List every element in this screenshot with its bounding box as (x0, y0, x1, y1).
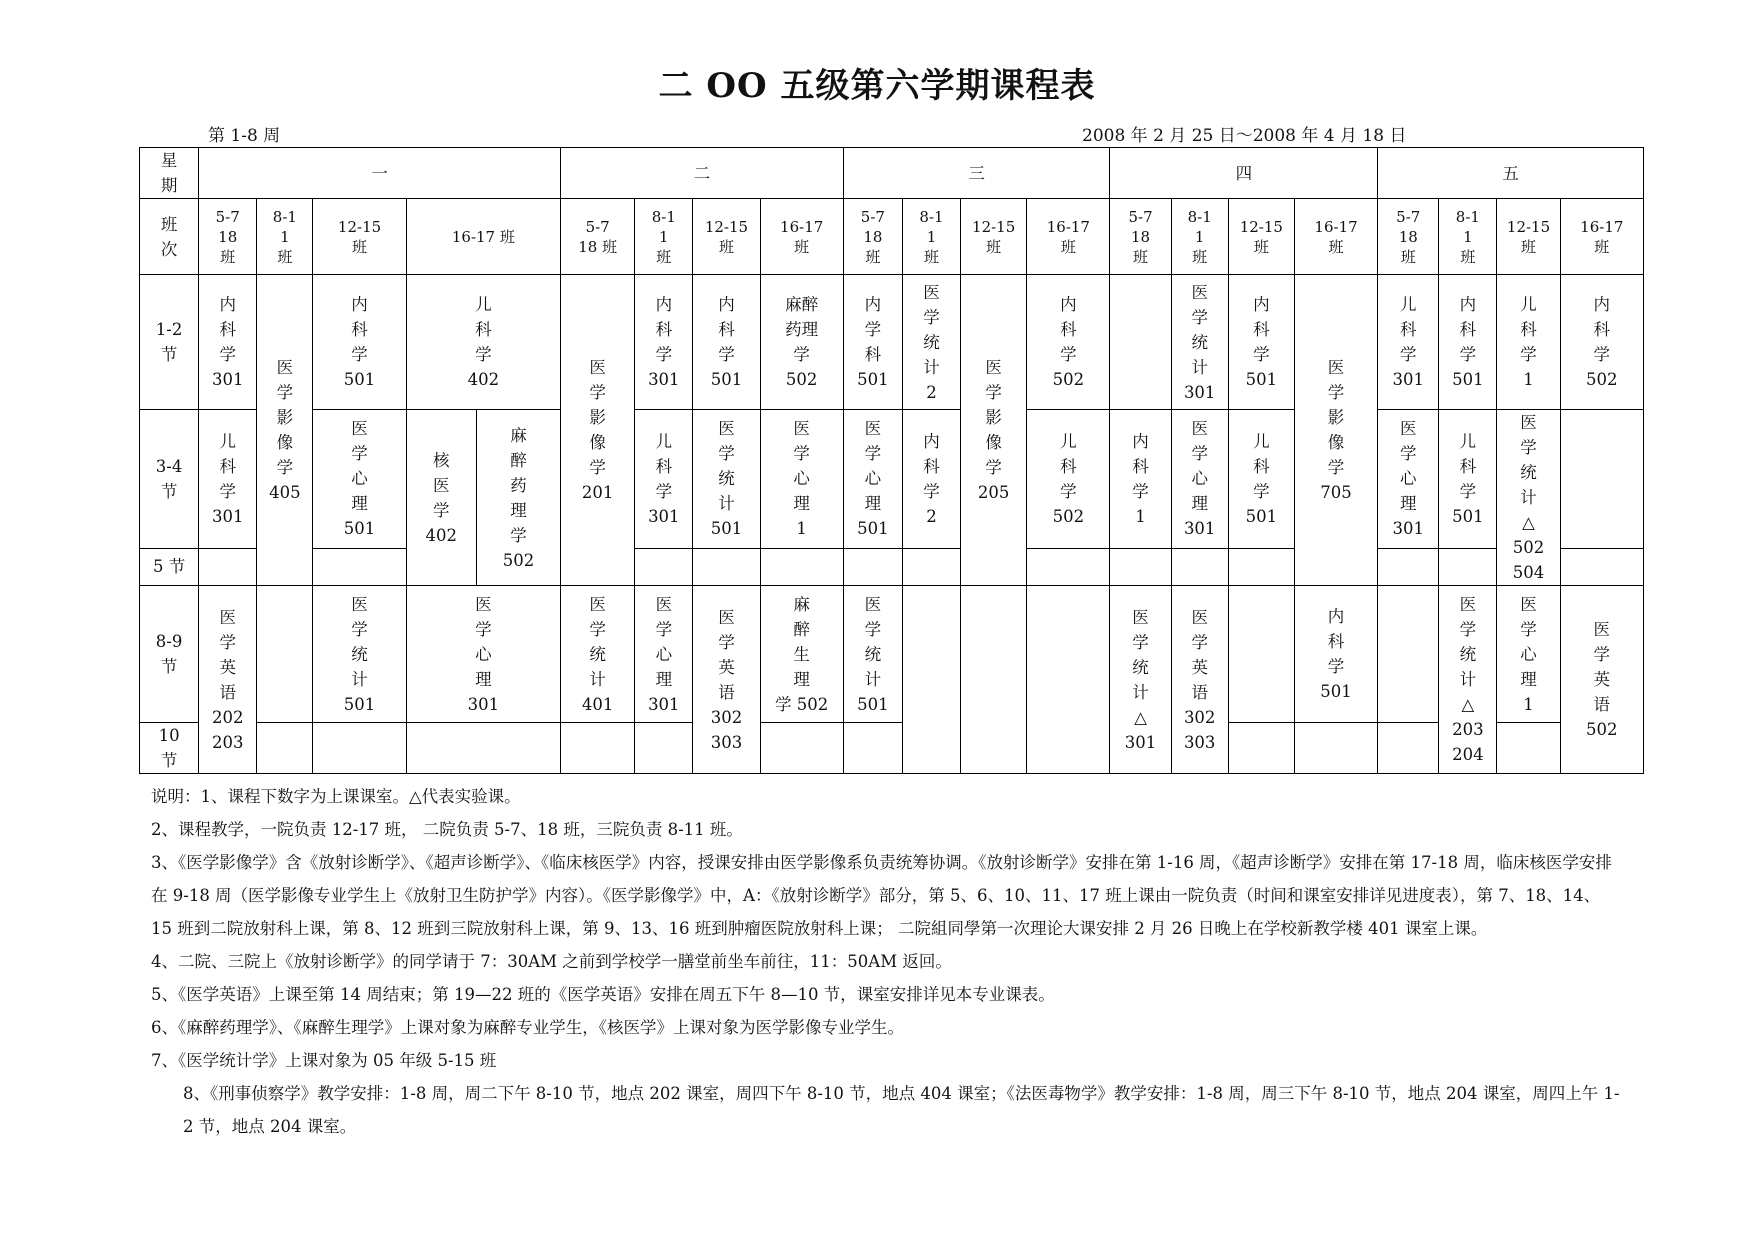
course-cell: 儿 科 学 501 (1228, 410, 1294, 549)
period-row (140, 275, 1644, 410)
class-header: 16-17 班 (1294, 199, 1377, 275)
class-header: 5-7 18 班 (843, 199, 902, 275)
course-cell (693, 548, 760, 585)
course-cell (257, 723, 313, 774)
note-item: 8、《刑事侦察学》教学安排：1-8 周，周二下午 8-10 节，地点 202 课室，周四下午 8-10 节，地点 404 课室；《法医毒物学》教学安排：1-8 周，周三下午 8-10 节，地点 204 课室，周四上午 1-2 节，地点 204 课室。 (183, 1084, 1620, 1136)
course-cell: 医 学 统 计 501 (843, 586, 902, 723)
course-cell: 医 学 心 理 501 (313, 410, 406, 549)
course-cell (1171, 548, 1228, 585)
course-cell: 麻 醉 生 理 学 502 (760, 586, 843, 723)
note-item: 5、《医学英语》上课至第 14 周结束；第 19—22 班的《医学英语》安排在周五下午 8—10 节，课室安排详见本专业课表。 (151, 985, 1055, 1004)
course-cell: 麻醉 药理 学 502 (760, 275, 843, 410)
class-header: 16-17 班 (1560, 199, 1643, 275)
period-label: 1-2 节 (140, 275, 199, 410)
course-cell: 医 学 心 理 301 (1171, 410, 1228, 549)
class-header: 16-17 班 (406, 199, 560, 275)
date-range: 2008 年 2 月 25 日～2008 年 4 月 18 日 (1082, 126, 1407, 146)
course-cell: 医 学 影 像 学 705 (1294, 275, 1377, 586)
period-row (140, 723, 1644, 774)
schedule-table (139, 147, 1644, 774)
class-header: 5-7 18 班 (1110, 199, 1171, 275)
course-cell: 医 学 统 计 501 (693, 410, 760, 549)
course-cell (313, 723, 406, 774)
course-cell (1228, 586, 1294, 723)
course-cell: 医 学 影 像 学 205 (961, 275, 1027, 586)
course-cell (1560, 548, 1643, 585)
course-cell: 儿 科 学 301 (1378, 275, 1439, 410)
course-cell (961, 586, 1027, 774)
course-cell: 医 学 影 像 学 405 (257, 275, 313, 586)
note-item: 6、《麻醉药理学》、《麻醉生理学》上课对象为麻醉专业学生，《核医学》上课对象为医学影像专业学生。 (151, 1018, 904, 1037)
course-cell: 内 科 学 502 (1560, 275, 1643, 410)
course-cell (1560, 410, 1643, 549)
course-cell: 儿 科 学 1 (1497, 275, 1560, 410)
course-cell: 医 学 英 语 302 303 (693, 586, 760, 774)
class-header: 8-1 1 班 (902, 199, 960, 275)
course-cell: 医 学 英 语 502 (1560, 586, 1643, 774)
course-cell (257, 586, 313, 723)
period-row (140, 410, 1644, 549)
course-cell: 医 学 英 语 302 303 (1171, 586, 1228, 774)
class-header: 5-7 18 班 (561, 199, 635, 275)
week-range: 第 1-8 周 (208, 126, 281, 146)
course-cell: 内 科 学 501 (1228, 275, 1294, 410)
day-tuesday: 二 (561, 148, 844, 199)
class-header: 12-15 班 (961, 199, 1027, 275)
day-monday: 一 (199, 148, 561, 199)
course-cell: 医 学 统 计 △ 301 (1110, 586, 1171, 774)
class-header: 8-1 1 班 (1439, 199, 1497, 275)
class-header: 16-17 班 (1027, 199, 1110, 275)
course-cell: 核 医 学 402 (406, 410, 476, 586)
note-item: 7、《医学统计学》上课对象为 05 年级 5-15 班 (151, 1051, 497, 1070)
course-cell: 儿 科 学 501 (1439, 410, 1497, 549)
course-cell: 儿 科 学 402 (406, 275, 560, 410)
period-row (140, 586, 1644, 723)
note-item: 3、《医学影像学》含《放射诊断学》、《超声诊断学》、《临床核医学》内容，授课安排由医学影像系负责统筹协调。《放射诊断学》安排在第 1-16 周，《超声诊断学》安排在第 17-18 周，临床核医学安排在 9-18 周（医学影像专业学生上《放射卫生防护学》内容）。《医学影像学》中，A：《放射诊断学》部分，第 5、6、10、11、17 班上课由一院负责（时间和课室安排详见进度表），第 7、18、14、15 班到二院放射科上课，第 8、12 班到三院放射科上课，第 9、13、16 班到肿瘤医院放射科上课； 二院組同學第一次理论大课安排 2 月 26 日晚上在学校新教学楼 401 课室上课。 (151, 853, 1612, 938)
course-cell: 儿 科 学 301 (635, 410, 693, 549)
course-cell: 儿 科 学 301 (199, 410, 257, 549)
course-cell (1110, 548, 1171, 585)
note-item: 4、二院、三院上《放射诊断学》的同学请于 7：30AM 之前到学校学一膳堂前坐车前往，11：50AM 返回。 (151, 952, 952, 971)
page-title: 二 OO 五级第六学期课程表 (658, 66, 1096, 106)
course-cell (1027, 548, 1110, 585)
weekday-label: 星 期 (140, 148, 199, 199)
course-cell: 内 科 学 301 (635, 275, 693, 410)
course-cell (1228, 548, 1294, 585)
period-label: 5 节 (140, 548, 199, 585)
course-cell (635, 723, 693, 774)
course-cell: 医 学 统 计 301 (1171, 275, 1228, 410)
course-cell (1497, 723, 1560, 774)
course-cell: 内 学 科 501 (843, 275, 902, 410)
day-thursday: 四 (1110, 148, 1378, 199)
course-cell: 医 学 心 理 1 (760, 410, 843, 549)
course-cell: 内 科 学 502 (1027, 275, 1110, 410)
course-cell: 内 科 学 501 (1294, 586, 1377, 723)
course-cell: 医 学 心 理 301 (635, 586, 693, 723)
course-cell (902, 586, 960, 774)
course-cell: 麻 醉 药 理 学 502 (476, 410, 560, 586)
note-item: 2、课程教学，一院负责 12-17 班， 二院负责 5-7、18 班，三院负责 8-11 班。 (151, 820, 743, 839)
class-header: 8-1 1 班 (1171, 199, 1228, 275)
class-header: 8-1 1 班 (257, 199, 313, 275)
class-header: 12-15 班 (1228, 199, 1294, 275)
course-cell: 医 学 统 计 2 (902, 275, 960, 410)
course-cell (1027, 586, 1110, 774)
course-cell (1378, 586, 1439, 723)
class-row (140, 199, 1644, 275)
class-header: 16-17 班 (760, 199, 843, 275)
course-cell: 内 科 学 1 (1110, 410, 1171, 549)
course-cell (199, 548, 257, 585)
course-cell: 内 科 学 501 (313, 275, 406, 410)
course-cell: 医 学 统 计 501 (313, 586, 406, 723)
class-header: 12-15 班 (693, 199, 760, 275)
course-cell: 医 学 心 理 1 (1497, 586, 1560, 723)
day-friday: 五 (1378, 148, 1644, 199)
course-cell (406, 723, 560, 774)
course-cell: 儿 科 学 502 (1027, 410, 1110, 549)
course-cell (1439, 548, 1497, 585)
course-cell: 医 学 心 理 501 (843, 410, 902, 549)
course-cell: 医 学 心 理 301 (1378, 410, 1439, 549)
course-cell (760, 723, 843, 774)
period-label: 8-9 节 (140, 586, 199, 723)
course-cell (313, 548, 406, 585)
class-header: 5-7 18 班 (199, 199, 257, 275)
course-cell (843, 723, 902, 774)
period-label: 10 节 (140, 723, 199, 774)
course-cell: 内 科 学 501 (1439, 275, 1497, 410)
course-cell (1228, 723, 1294, 774)
course-cell: 医 学 英 语 202 203 (199, 586, 257, 774)
course-cell (1294, 723, 1377, 774)
course-cell (561, 723, 635, 774)
course-cell (1378, 723, 1439, 774)
course-cell: 医 学 心 理 301 (406, 586, 560, 723)
course-cell: 医 学 统 计 401 (561, 586, 635, 723)
course-cell: 内 科 学 501 (693, 275, 760, 410)
period-label: 3-4 节 (140, 410, 199, 549)
course-cell (1110, 275, 1171, 410)
course-cell (843, 548, 902, 585)
day-wednesday: 三 (843, 148, 1110, 199)
notes-section (151, 780, 1621, 1143)
course-cell (902, 548, 960, 585)
class-header: 5-7 18 班 (1378, 199, 1439, 275)
course-cell (760, 548, 843, 585)
class-header: 8-1 1 班 (635, 199, 693, 275)
weekday-row (140, 148, 1644, 199)
course-cell: 医 学 统 计 △ 203 204 (1439, 586, 1497, 774)
course-cell: 医 学 影 像 学 201 (561, 275, 635, 586)
course-cell: 内 科 学 2 (902, 410, 960, 549)
note-item: 说明：1、课程下数字为上课课室。△代表实验课。 (151, 787, 521, 806)
course-cell (635, 548, 693, 585)
class-header: 12-15 班 (313, 199, 406, 275)
class-header: 12-15 班 (1497, 199, 1560, 275)
period-row (140, 548, 1644, 585)
course-cell (1378, 548, 1439, 585)
class-label: 班 次 (140, 199, 199, 275)
course-cell: 医 学 统 计 △ 502 504 (1497, 410, 1560, 586)
course-cell: 内 科 学 301 (199, 275, 257, 410)
